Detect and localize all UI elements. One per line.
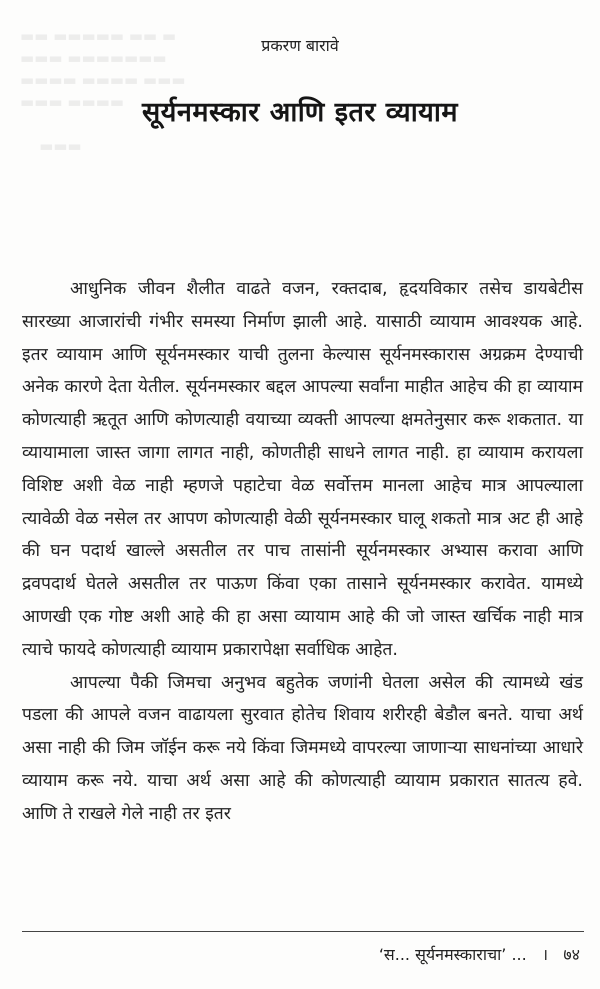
chapter-label: प्रकरण बारावे bbox=[261, 36, 339, 55]
footer-rule bbox=[22, 931, 584, 932]
running-title: ‘स... सूर्यनमस्काराचा’ ... bbox=[378, 945, 527, 964]
body-text bbox=[22, 273, 583, 831]
bleed-through-text: ▬▬ ▬▬▬▬▬ ▬▬ ▬ ▬▬▬ ▬▬▬▬▬▬▬ ▬▬▬▬ ▬▬▬▬ ▬▬▬ ▬▬▬ ▬▬▬▬ ▬▬▬ bbox=[20, 27, 186, 155]
page-number: ७४ bbox=[563, 945, 580, 964]
page-footer bbox=[379, 943, 580, 965]
footer-separator: । bbox=[542, 945, 549, 964]
paragraph: आपल्या पैकी जिमचा अनुभव बहुतेक जणांनी घेतला असेल की त्यामध्ये खंड पडला की आपले वजन वाढायला सुरवात होतेच शिवाय शरीरही बेडौल बनते. याचा अर्थ असा नाही की जिम जॉईन करू नये किंवा जिममध्ये वापरल्या जाणाऱ्या साधनांच्या आधारे व्यायाम करू नये. याचा अर्थ असा आहे की कोणत्याही व्यायाम प्रकारात सातत्य हवे. आणि ते राखले गेले नाही तर इतर bbox=[22, 672, 583, 824]
chapter-title: सूर्यनमस्कार आणि इतर व्यायाम bbox=[141, 97, 458, 128]
paragraph: आधुनिक जीवन शैलीत वाढते वजन, रक्तदाब, हृदयविकार तसेच डायबेटीस सारख्या आजारांची गंभीर समस्या निर्माण झाली आहे. यासाठी व्यायाम आवश्यक आहे. इतर व्यायाम आणि सूर्यनमस्कार याची तुलना केल्यास सूर्यनमस्कारास अग्रक्रम देण्याची अनेक कारणे देता येतील. सूर्यनमस्कार बद्दल आपल्या सर्वांना माहीत आहेच की हा व्यायाम कोणत्याही ऋतूत आणि कोणत्याही वयाच्या व्यक्ती आपल्या क्षमतेनुसार करू शकतात. या व्यायामाला जास्त जागा लागत नाही, कोणतीही साधने लागत नाही. हा व्यायाम करायला विशिष्ट अशी वेळ नाही म्हणजे पहाटेचा वेळ सर्वोत्तम मानला आहेच मात्र आपल्याला त्यावेळी वेळ नसेल तर आपण कोणत्याही वेळी सूर्यनमस्कार घालू शकतो मात्र अट ही आहे की घन पदार्थ खाल्ले असतील तर पाच तासांनी सूर्यनमस्कार अभ्यास करावा आणि द्रवपदार्थ घेतले असतील तर पाऊण किंवा एका तासाने सूर्यनमस्कार करावेत. यामध्ये आणखी एक गोष्ट अशी आहे की हा असा व्यायाम आहे की जो जास्त खर्चिक नाही मात्र त्याचे फायदे कोणत्याही व्यायाम प्रकारापेक्षा सर्वाधिक आहेत. bbox=[22, 279, 583, 660]
